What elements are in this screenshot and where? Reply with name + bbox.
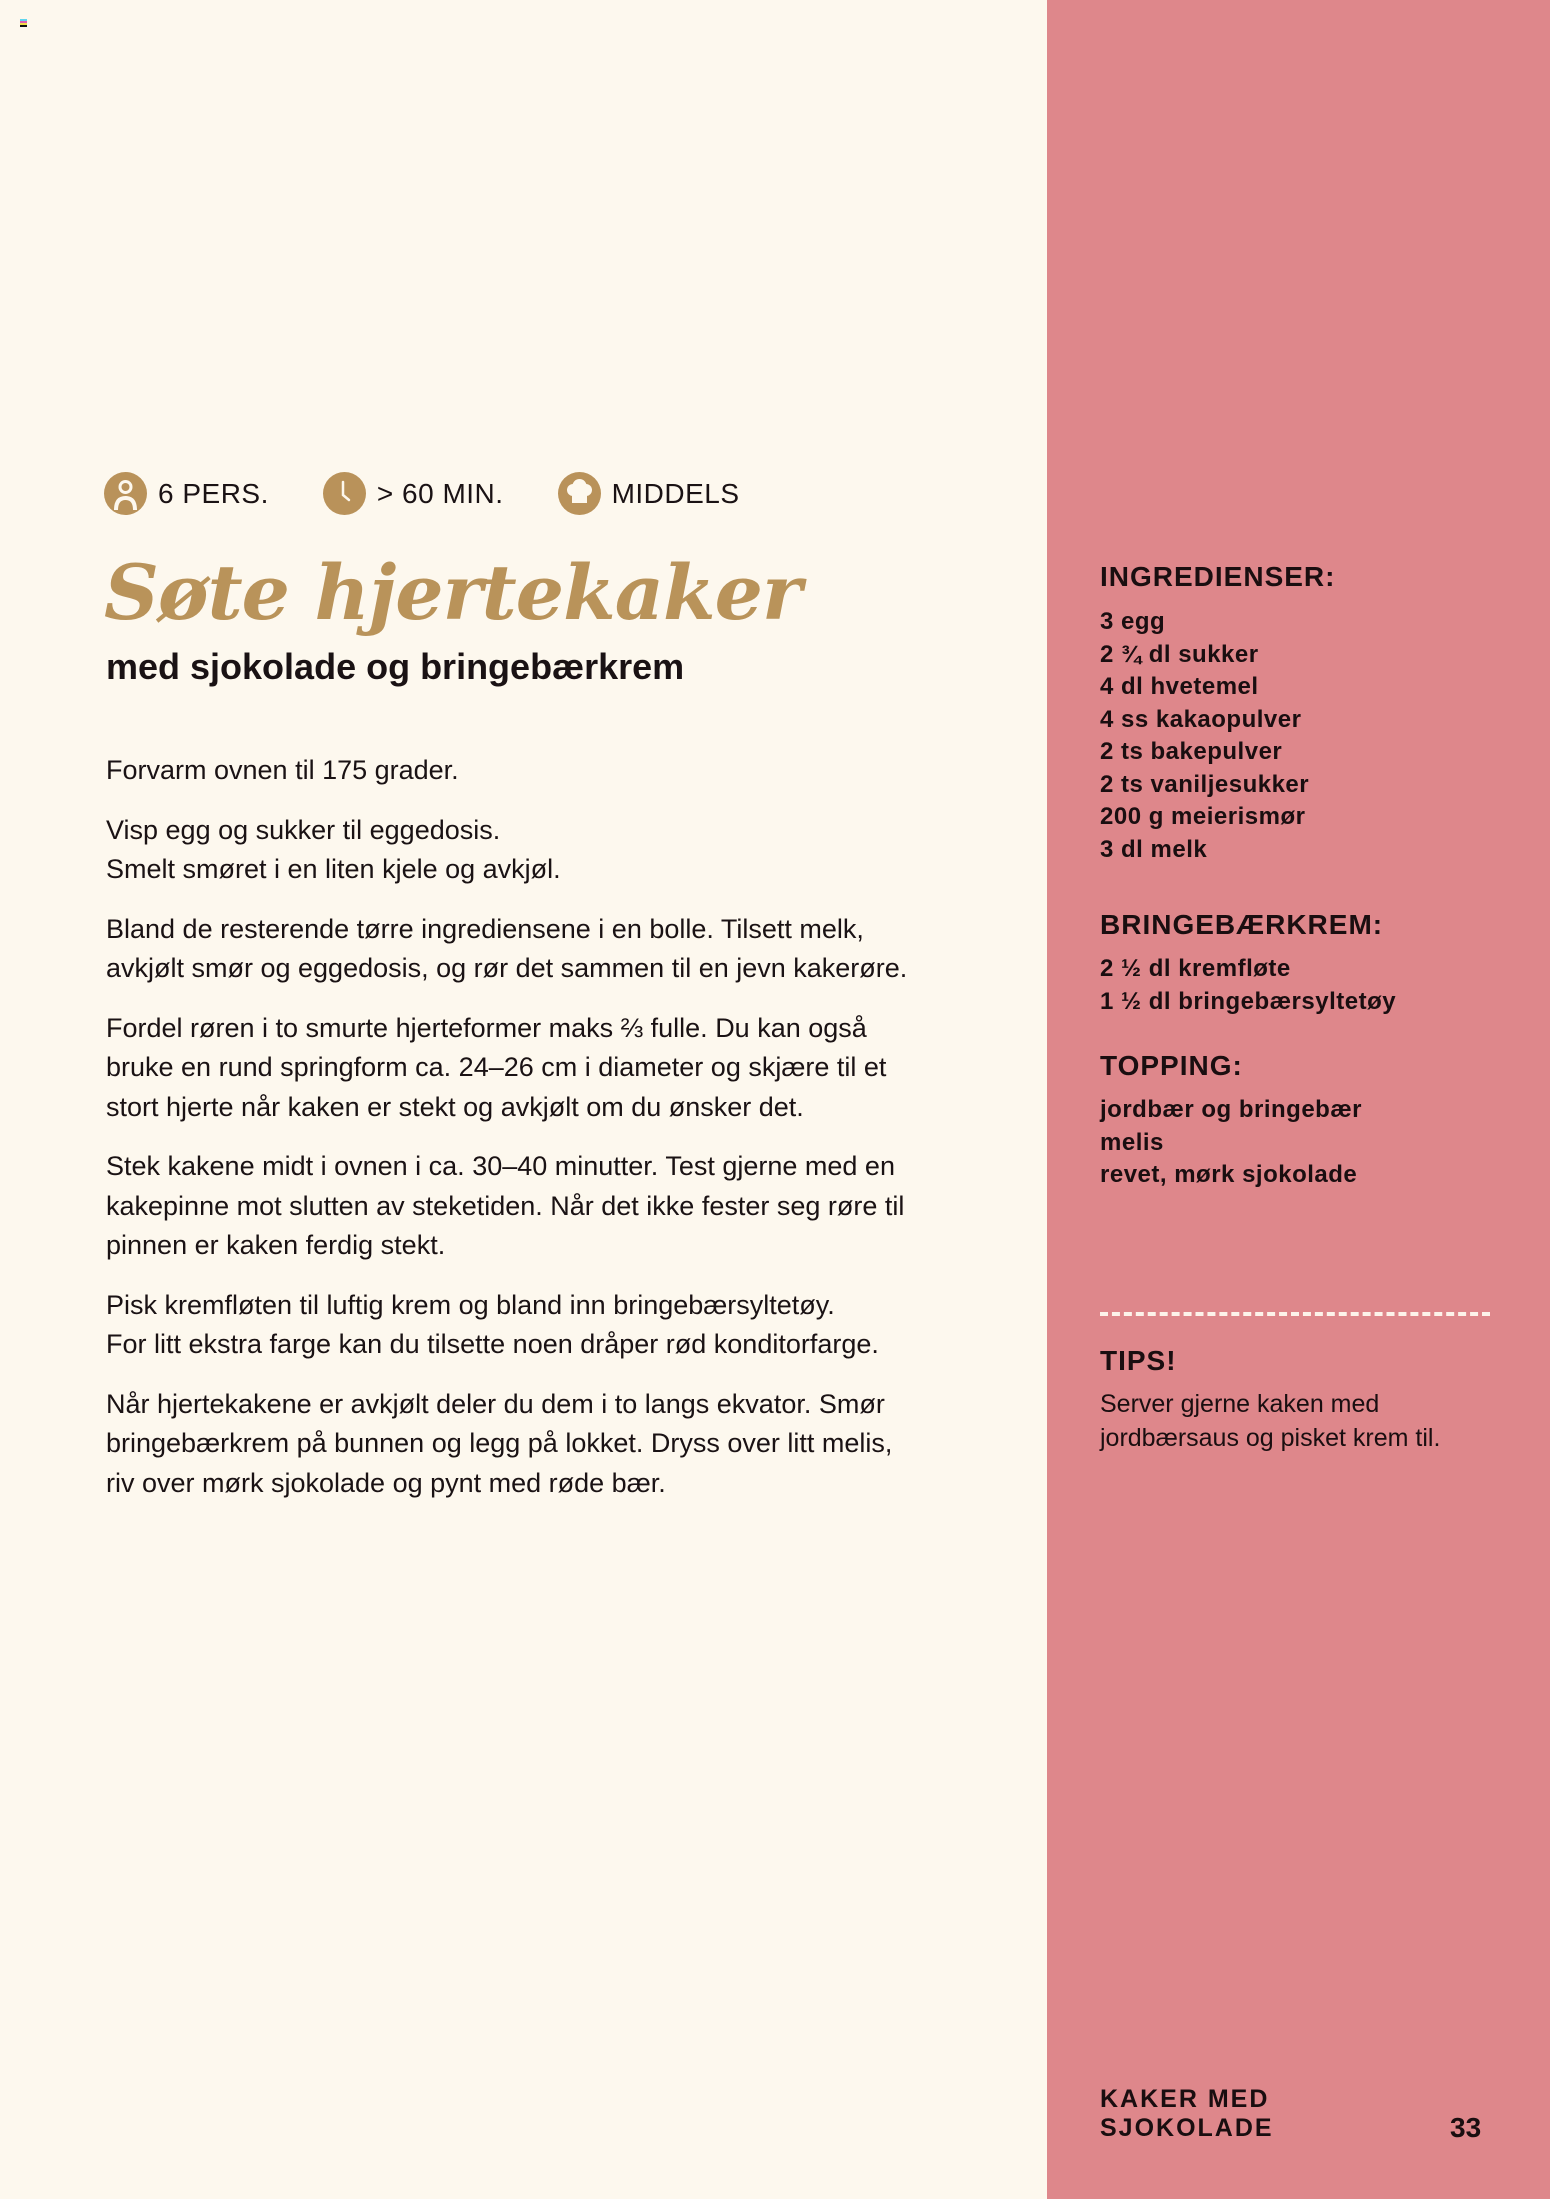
step — [106, 1147, 966, 1266]
list-item: 200 g meierismør — [1100, 803, 1306, 830]
servings-label: 6 PERS. — [158, 477, 269, 509]
list-item: melis — [1100, 1128, 1164, 1156]
list-item: jordbær og bringebær — [1100, 1096, 1362, 1123]
dashed-divider — [1100, 1312, 1490, 1316]
step-line: For litt ekstra farge kan du tilsette noen dråper rød konditorfarge. — [106, 1329, 879, 1359]
person-icon — [104, 472, 147, 515]
page-number: 33 — [1450, 2112, 1482, 2143]
list-item: 2 ½ dl kremfløte — [1100, 955, 1291, 982]
list-item: 4 ss kakaopulver — [1100, 705, 1302, 733]
section-name-line: SJOKOLADE — [1100, 2114, 1274, 2142]
step-line: riv over mørk sjokolade og pynt med røde bær. — [106, 1467, 666, 1498]
step — [106, 811, 966, 890]
section-name-line: KAKER MED — [1100, 2085, 1270, 2113]
step-line: Forvarm ovnen til 175 grader. — [106, 755, 459, 785]
step-line: stort hjerte når kaken er stekt og avkjølt om du ønsker det. — [106, 1091, 804, 1122]
list-item: 2 ts bakepulver — [1100, 738, 1283, 765]
step-line: kakepinne mot slutten av steketiden. Når det ikke fester seg røre til — [106, 1190, 905, 1221]
recipe-meta — [104, 472, 794, 515]
servings — [104, 472, 269, 515]
step — [106, 1385, 966, 1504]
list-item: 2 ¾ dl sukker — [1100, 640, 1259, 668]
step — [106, 751, 966, 791]
step-line: Smelt smøret i en liten kjele og avkjøl. — [106, 854, 561, 884]
ingredients-heading: INGREDIENSER: — [1100, 561, 1336, 592]
list-item: 3 dl melk — [1100, 835, 1208, 863]
list-item: 3 egg — [1100, 608, 1166, 635]
list-item: 2 ts vaniljesukker — [1100, 770, 1310, 798]
list-item: 1 ½ dl bringebærsyltetøy — [1100, 987, 1397, 1015]
time — [323, 472, 504, 515]
step — [106, 1009, 966, 1128]
step — [106, 910, 966, 989]
time-label: > 60 MIN. — [376, 477, 504, 509]
section-footer — [1100, 2085, 1274, 2143]
tips-heading: TIPS! — [1100, 1345, 1177, 1376]
list-item: 4 dl hvetemel — [1100, 673, 1259, 700]
clock-icon — [323, 472, 366, 515]
list-item: revet, mørk sjokolade — [1100, 1161, 1358, 1188]
step — [106, 1286, 966, 1365]
difficulty — [558, 472, 740, 515]
step-line: bruke en rund springform ca. 24–26 cm i diameter og skjære til et — [106, 1052, 887, 1082]
recipe-subtitle: med sjokolade og bringebærkrem — [106, 646, 685, 687]
step-line: Stek kakene midt i ovnen i ca. 30–40 minutter. Test gjerne med en — [106, 1151, 895, 1181]
cream-list — [1100, 953, 1396, 1018]
step-line: Visp egg og sukker til eggedosis. — [106, 814, 501, 845]
print-registration-mark — [20, 19, 27, 27]
step-line: Fordel røren i to smurte hjerteformer maks ⅔ fulle. Du kan også — [106, 1012, 867, 1043]
chef-hat-icon — [558, 472, 601, 515]
step-line: pinnen er kaken ferdig stekt. — [106, 1230, 446, 1260]
ingredients-list — [1100, 606, 1309, 866]
cream-heading: BRINGEBÆRKREM: — [1100, 909, 1384, 940]
step-line: bringebærkrem på bunnen og legg på lokket. Dryss over litt melis, — [106, 1428, 893, 1458]
step-line: Når hjertekakene er avkjølt deler du dem i to langs ekvator. Smør — [106, 1388, 885, 1419]
recipe-title: Søte hjertekaker — [104, 548, 802, 637]
tips-text: Server gjerne kaken med jordbærsaus og pisket krem til. — [1100, 1390, 1441, 1452]
step-line: Bland de resterende tørre ingrediensene i en bolle. Tilsett melk, — [106, 913, 864, 944]
topping-heading: TOPPING: — [1100, 1050, 1243, 1081]
step-line: avkjølt smør og eggedosis, og rør det sammen til en jevn kakerøre. — [106, 953, 908, 983]
recipe-steps — [106, 751, 966, 1523]
topping-list — [1100, 1094, 1362, 1192]
difficulty-label: MIDDELS — [611, 477, 740, 509]
step-line: Pisk kremfløten til luftig krem og bland inn bringebærsyltetøy. — [106, 1289, 835, 1320]
